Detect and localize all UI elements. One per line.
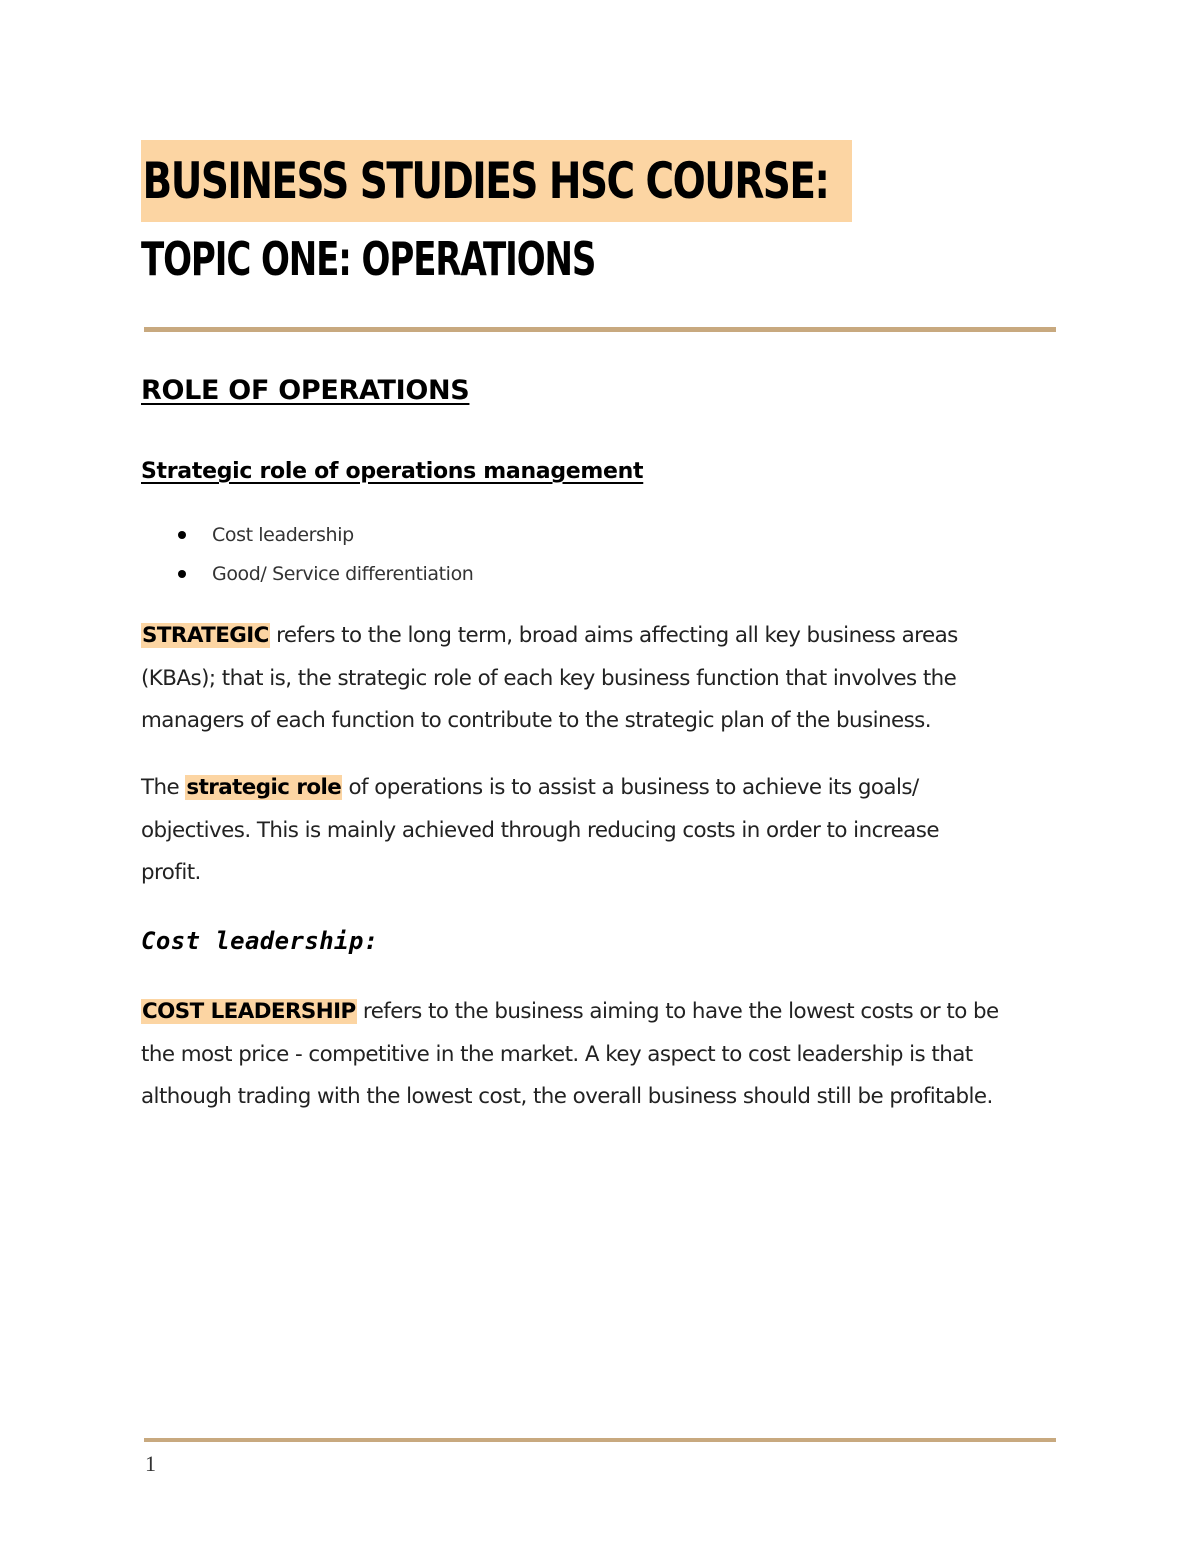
paragraph-line [141,991,1066,1034]
section-subheading: Strategic role of operations management [141,459,644,484]
title-highlight [141,140,852,222]
paragraph-line [141,615,1066,658]
top-divider [144,327,1056,332]
paragraph-line: the most price - competitive in the market. A key aspect to cost leadership is that [141,1041,973,1067]
bullet-icon [178,531,186,539]
paragraph-strategic-role [141,767,1066,895]
paragraph-line: objectives. This is mainly achieved through reducing costs in order to increase [141,817,939,843]
document-subtitle: TOPIC ONE: OPERATIONS [141,232,596,286]
paragraph-text: refers to the long term, broad aims affecting all key business areas [269,623,958,648]
bullet-icon [178,570,186,578]
paragraph-strategic [141,615,1066,743]
paragraph-text: refers to the business aiming to have the lowest costs or to be [356,999,999,1024]
section-heading: ROLE OF OPERATIONS [141,375,470,406]
paragraph-line: managers of each function to contribute to the strategic plan of the business. [141,708,932,733]
bullet-list [176,518,473,596]
footer-divider [144,1438,1056,1442]
paragraph-text: The [141,775,186,800]
paragraph-line [141,767,1066,810]
highlighted-term: strategic role [186,775,342,800]
cost-leadership-heading: Cost leadership: [141,927,379,955]
paragraph-line: (KBAs); that is, the strategic role of each key business function that involves the [141,665,957,691]
list-item [176,557,473,596]
page-number: 1 [145,1451,156,1476]
document-title: BUSINESS STUDIES HSC COURSE: [142,152,829,210]
paragraph-cost-leadership [141,991,1066,1119]
paragraph-line: profit. [141,860,201,885]
highlighted-term: COST LEADERSHIP [142,999,356,1024]
highlighted-term: STRATEGIC [142,623,269,648]
paragraph-line: although trading with the lowest cost, the overall business should still be profitable. [141,1084,993,1109]
subtitle-wrap [141,226,755,292]
list-item-text: Good/ Service differentiation [212,563,474,585]
list-item [176,518,473,557]
paragraph-text: of operations is to assist a business to achieve its goals/ [342,775,919,800]
list-item-text: Cost leadership [212,524,354,546]
